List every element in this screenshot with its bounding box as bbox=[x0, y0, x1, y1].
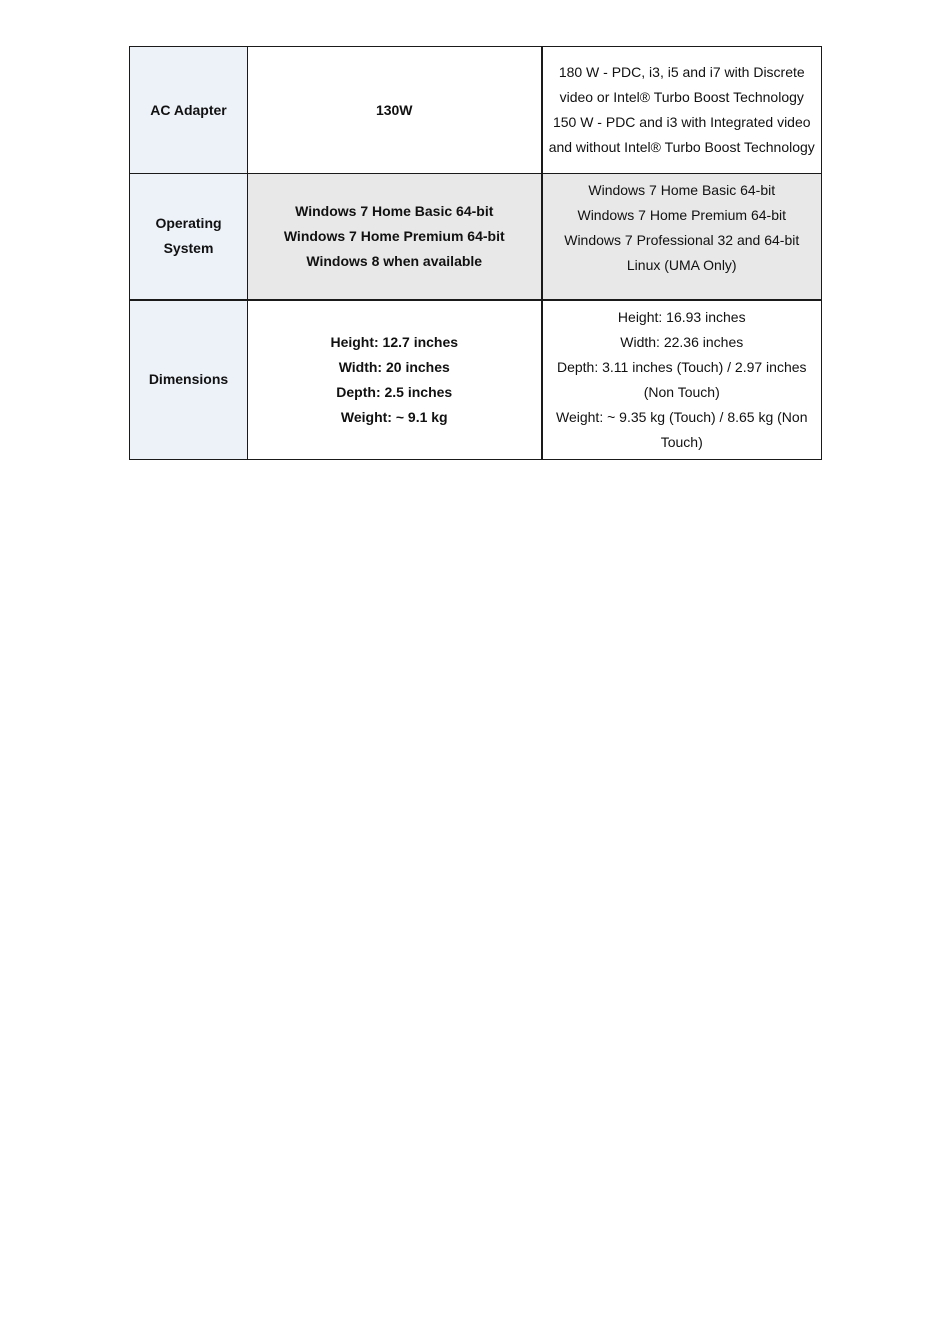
table-row-ac-adapter bbox=[130, 47, 822, 174]
current-ac-adapter bbox=[542, 47, 822, 174]
previous-os-line: Windows 8 when available bbox=[306, 252, 483, 269]
table-row-dimensions bbox=[130, 300, 822, 460]
row-label-operating-system: Operating System bbox=[130, 174, 248, 300]
spec-comparison-table bbox=[129, 46, 822, 460]
current-ac-adapter-text: 180 W - PDC, i3, i5 and i7 with Discrete video or Intel® Turbo Boost Technology 150 W - PDC and i3 with Integrated video and without Intel® Turbo Boost Technology bbox=[548, 64, 815, 155]
previous-dimensions bbox=[248, 300, 542, 460]
previous-os-line: Windows 7 Home Basic 64-bit bbox=[295, 202, 494, 219]
current-dimensions-line: Height: 16.93 inches bbox=[617, 308, 746, 325]
current-dimensions bbox=[542, 300, 822, 460]
current-dimensions-line: Depth: 3.11 inches (Touch) / 2.97 inches (Non Touch) bbox=[556, 358, 807, 400]
previous-ac-adapter-line: 130W bbox=[375, 101, 413, 118]
current-os-line: Windows 7 Professional 32 and 64-bit bbox=[564, 232, 800, 248]
current-dimensions-line: Width: 22.36 inches bbox=[620, 333, 744, 350]
current-os-line: Linux (UMA Only) bbox=[626, 257, 737, 273]
current-dimensions-line: Weight: ~ 9.35 kg (Touch) / 8.65 kg (Non Touch) bbox=[556, 408, 808, 450]
current-os-line: Windows 7 Home Premium 64-bit bbox=[577, 207, 786, 223]
row-label-ac-adapter: AC Adapter bbox=[130, 47, 248, 174]
current-os-line: Windows 7 Home Basic 64-bit bbox=[588, 182, 776, 198]
previous-ac-adapter bbox=[248, 47, 542, 174]
table-row-operating-system bbox=[130, 174, 822, 300]
previous-dimensions-line: Width: 20 inches bbox=[338, 358, 450, 375]
previous-dimensions-line: Weight: ~ 9.1 kg bbox=[340, 408, 448, 425]
previous-dimensions-line: Depth: 2.5 inches bbox=[336, 383, 453, 400]
current-operating-system bbox=[542, 174, 822, 300]
row-label-dimensions: Dimensions bbox=[130, 300, 248, 460]
previous-os-line: Windows 7 Home Premium 64-bit bbox=[283, 227, 505, 244]
previous-dimensions-line: Height: 12.7 inches bbox=[330, 333, 459, 350]
previous-operating-system bbox=[248, 174, 542, 300]
